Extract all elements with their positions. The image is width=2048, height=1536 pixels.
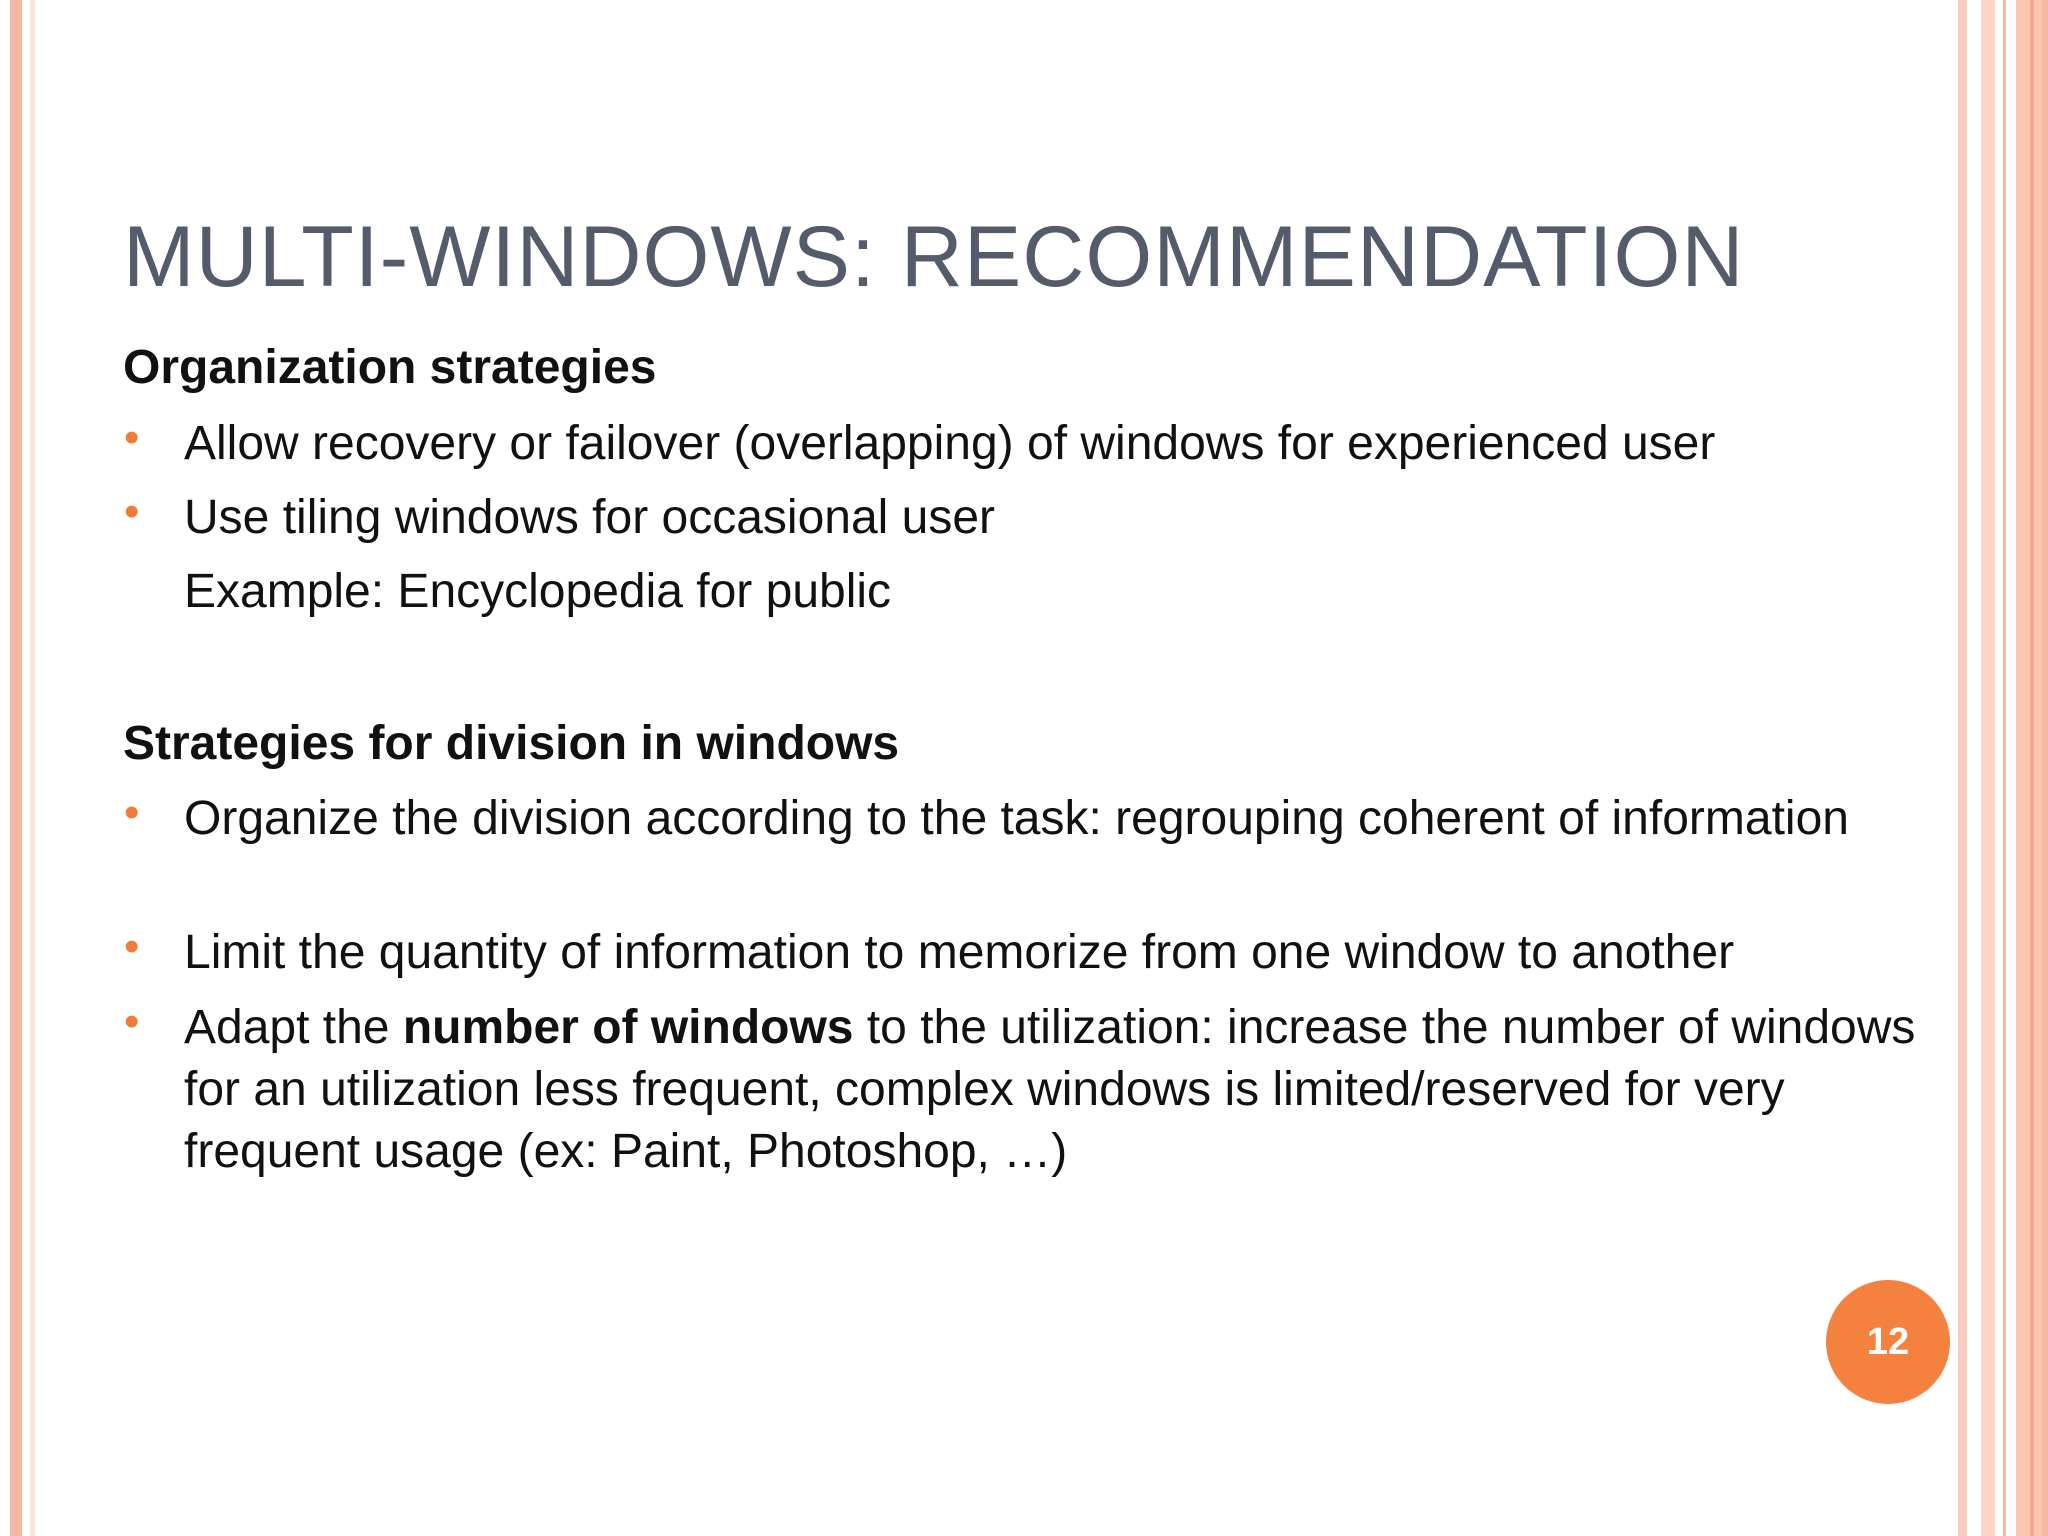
list-item-text: Limit the quantity of information to memorize from one window to another	[184, 926, 1735, 979]
right-border-stripe	[2042, 0, 2048, 1536]
bullet-icon: •	[124, 487, 140, 536]
list-item-text: Use tiling windows for occasional user	[184, 491, 996, 544]
list-item-text-before: Adapt the	[184, 1001, 403, 1054]
right-border-stripe	[1981, 0, 1995, 1536]
bullet-icon: •	[124, 413, 140, 462]
list-item	[124, 922, 1944, 984]
list-item	[124, 487, 1944, 549]
right-border-stripe	[2030, 0, 2034, 1536]
list-item	[124, 997, 1944, 1183]
right-border-stripe	[2003, 0, 2006, 1536]
slide-title: MULTI-WINDOWS: RECOMMENDATION	[123, 209, 1745, 305]
list-item-text: Organize the division according to the task: regrouping coherent of information	[184, 792, 1849, 845]
list-item	[124, 788, 1944, 850]
right-border-stripe	[1958, 0, 1967, 1536]
left-border-stripe-thin	[30, 0, 35, 1536]
list-item-text-bold: number of windows	[402, 1001, 854, 1054]
list-item	[124, 413, 1944, 475]
left-border-stripe	[10, 0, 22, 1536]
section-heading-division: Strategies for division in windows	[123, 717, 900, 770]
section-heading-organization: Organization strategies	[123, 341, 657, 394]
bullet-icon: •	[124, 997, 140, 1046]
list-item-text-after: to the utilization: increase the number of windows for an utilization less frequent, complex windows is limited/reserved for very frequent usage (ex: Paint, Photoshop, …)	[184, 1001, 1916, 1178]
page-number-badge: 12	[1826, 1280, 1950, 1404]
example-text: Example: Encyclopedia for public	[184, 565, 892, 618]
bullet-icon: •	[124, 922, 140, 971]
bullet-icon: •	[124, 788, 140, 837]
list-item-text: Allow recovery or failover (overlapping) of windows for experienced user	[184, 417, 1716, 470]
list-item-continuation	[184, 561, 1944, 623]
